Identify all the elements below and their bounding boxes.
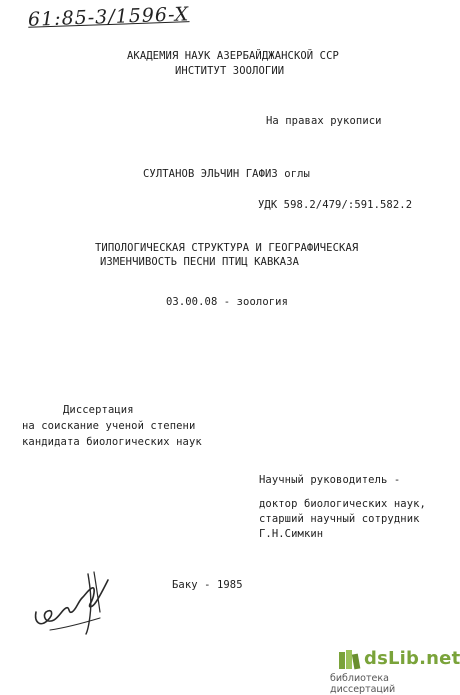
dissertation-label: Диссертация bbox=[63, 404, 134, 416]
specialty-code: 03.00.08 - зоология bbox=[166, 296, 289, 308]
supervisor-degree: доктор биологических наук, bbox=[259, 498, 426, 510]
handwritten-catalog-code: 61:85-3/1596-X bbox=[27, 3, 190, 31]
institute-name: ИНСТИТУТ ЗООЛОГИИ bbox=[175, 65, 285, 77]
udc-code: УДК 598.2/479/:591.582.2 bbox=[258, 199, 413, 211]
degree-line-1: на соискание ученой степени bbox=[22, 420, 196, 432]
academy-name: АКАДЕМИЯ НАУК АЗЕРБАЙДЖАНСКОЙ ССР bbox=[127, 50, 339, 62]
handwritten-signature bbox=[30, 568, 120, 646]
degree-line-2: кандидата биологических наук bbox=[22, 436, 202, 448]
dslib-logo-icon bbox=[338, 649, 360, 671]
title-line-1: ТИПОЛОГИЧЕСКАЯ СТРУКТУРА И ГЕОГРАФИЧЕСКАЯ bbox=[95, 242, 359, 254]
watermark-brand: dsLib.net bbox=[364, 648, 460, 669]
supervisor-position: старший научный сотрудник bbox=[259, 513, 420, 525]
dslib-watermark bbox=[330, 648, 460, 695]
watermark-subtitle: библиотека диссертаций bbox=[330, 673, 396, 695]
title-line-2: ИЗМЕНЧИВОСТЬ ПЕСНИ ПТИЦ КАВКАЗА bbox=[100, 256, 300, 268]
supervisor-name: Г.Н.Симкин bbox=[259, 528, 324, 540]
author-name: СУЛТАНОВ ЭЛЬЧИН ГАФИЗ оглы bbox=[143, 168, 310, 180]
place-year: Баку - 1985 bbox=[172, 579, 243, 591]
rights-note: На правах рукописи bbox=[266, 115, 382, 127]
supervisor-label: Научный руководитель - bbox=[259, 474, 401, 486]
